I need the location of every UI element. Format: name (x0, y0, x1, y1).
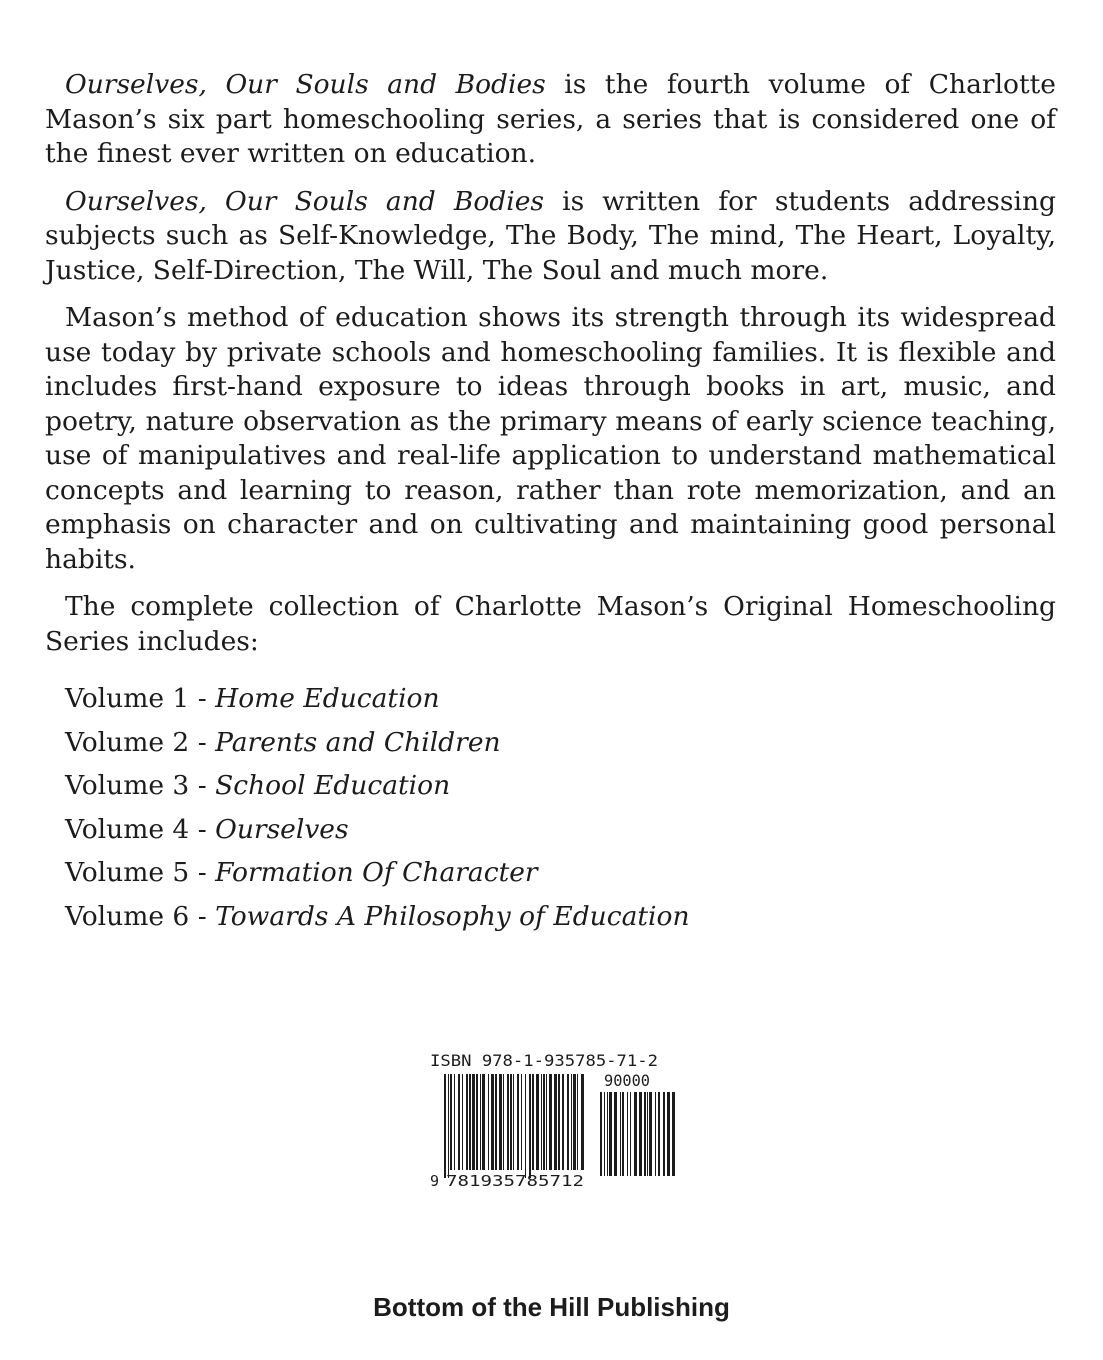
paragraph-2 (45, 185, 1056, 289)
barcode-bar (639, 1092, 642, 1176)
isbn-barcode (430, 1050, 680, 1190)
barcode-bar (507, 1074, 509, 1170)
barcode-bar (525, 1074, 526, 1178)
book-title-italic: Ourselves, Our Souls and Bodies (65, 69, 546, 100)
barcode-bar (609, 1092, 612, 1176)
barcode-bar (554, 1074, 557, 1170)
barcode-bar (529, 1074, 531, 1178)
barcode-bar (600, 1092, 602, 1176)
volume-label: Volume 5 - (65, 857, 216, 888)
volume-title: Parents and Children (215, 726, 501, 758)
volume-list-item (65, 895, 1056, 939)
barcode-bar (448, 1074, 449, 1178)
book-description (45, 68, 1056, 938)
paragraph-1-text: is the fourth volume of Charlotte Mason’s six part homeschooling series, a series that is considered one of the finest ever written on education. (45, 69, 1056, 169)
volume-label: Volume 6 - (65, 900, 216, 932)
volume-title: Ourselves (215, 813, 349, 845)
paragraph-2-text: is written for students addressing subjects such as Self-Knowledge, The Body, The mind, The Heart, Loyalty, Justice, Self-Direction, The Will, The Soul and much more. (45, 185, 1056, 286)
barcode-bar (517, 1074, 519, 1170)
volume-list-item (65, 764, 1056, 808)
barcode-bar (499, 1074, 502, 1170)
barcode-bar (614, 1092, 617, 1176)
volume-list-item (65, 808, 1056, 852)
volume-title: Formation Of Character (215, 857, 538, 888)
barcode-bar (672, 1092, 675, 1176)
barcode-bar (658, 1092, 660, 1176)
barcode-bar (454, 1074, 455, 1170)
series-volume-list (45, 677, 1056, 938)
barcode-bar (541, 1074, 542, 1170)
barcode-bar (521, 1074, 522, 1170)
isbn-label: ISBN 978-1-935785-71-2 (430, 1051, 658, 1070)
barcode-bar (472, 1074, 475, 1170)
volume-label: Volume 4 - (65, 813, 216, 845)
barcode-bar (647, 1092, 648, 1176)
barcode-bar (469, 1074, 471, 1170)
barcode-bar (649, 1092, 652, 1176)
paragraph-4: The complete collection of Charlotte Mason’s Original Homeschooling Series includes: (45, 591, 1056, 657)
volume-title: School Education (215, 770, 451, 801)
barcode-bar (562, 1074, 564, 1170)
barcode-bar (482, 1074, 485, 1170)
barcode-bar (546, 1074, 547, 1170)
ean-bars (444, 1074, 584, 1178)
barcode-bar (491, 1074, 494, 1170)
volume-label: Volume 3 - (65, 770, 216, 801)
barcode-bar (503, 1074, 504, 1170)
price-addon-bars (600, 1092, 675, 1176)
barcode-bar (444, 1074, 446, 1178)
volume-label: Volume 2 - (65, 726, 216, 758)
barcode-bar (644, 1092, 646, 1176)
barcode-bar (458, 1074, 460, 1170)
paragraph-3: Mason’s method of education shows its strength through its widespread use today by private schools and homeschooling families. It is flexible and includes first-hand exposure to ideas through books in art, music, and poetry, nature observation as the primary means of early science teaching, use of manipulatives and real-life application to understand mathematical concepts and learning to reason, rather than rote memorization, and an emphasis on character and on cultivating and maintaining good personal habits. (45, 302, 1056, 575)
barcode-bar (655, 1092, 656, 1176)
volume-list-item (65, 721, 1056, 765)
barcode-bar (513, 1074, 514, 1170)
barcode-bar (630, 1092, 631, 1176)
barcode-bar (622, 1092, 624, 1176)
volume-title: Home Education (215, 683, 440, 714)
volume-list-item (65, 677, 1056, 721)
barcode-bar (581, 1074, 584, 1170)
barcode-bar (476, 1074, 478, 1170)
price-code-label: 90000 (604, 1071, 650, 1090)
publisher-name: Bottom of the Hill Publishing (373, 1292, 730, 1322)
barcode-bar (543, 1074, 545, 1170)
volume-list-item (65, 851, 1056, 895)
barcode-bar (567, 1074, 569, 1170)
barcode-bar (450, 1074, 452, 1170)
barcode-bar (607, 1092, 608, 1176)
barcode-graphic (430, 1050, 680, 1190)
barcode-bar (571, 1074, 572, 1170)
barcode-bar (634, 1092, 637, 1176)
ean-digits: 781935785712 (446, 1172, 584, 1190)
barcode-bar (462, 1074, 463, 1170)
paragraph-1 (45, 68, 1056, 172)
volume-title: Towards A Philosophy of Education (215, 900, 690, 932)
barcode-bar (532, 1074, 534, 1170)
barcode-bar (667, 1092, 670, 1176)
barcode-bar (577, 1074, 578, 1170)
ean-first-digit: 9 (430, 1172, 440, 1190)
barcode-bar (627, 1092, 628, 1176)
barcode-bar (510, 1074, 512, 1170)
barcode-bar (549, 1074, 552, 1170)
barcode-bar (488, 1074, 489, 1170)
barcode-bar (495, 1074, 497, 1170)
barcode-bar (480, 1074, 481, 1170)
barcode-bar (620, 1092, 621, 1176)
barcode-bar (663, 1092, 665, 1176)
volume-label: Volume 1 - (65, 683, 216, 714)
barcode-bar (604, 1092, 605, 1176)
barcode-bar (536, 1074, 539, 1170)
barcode-bar (573, 1074, 576, 1170)
book-title-italic: Ourselves, Our Souls and Bodies (65, 185, 545, 217)
barcode-bar (466, 1074, 468, 1170)
barcode-bar (558, 1074, 560, 1170)
